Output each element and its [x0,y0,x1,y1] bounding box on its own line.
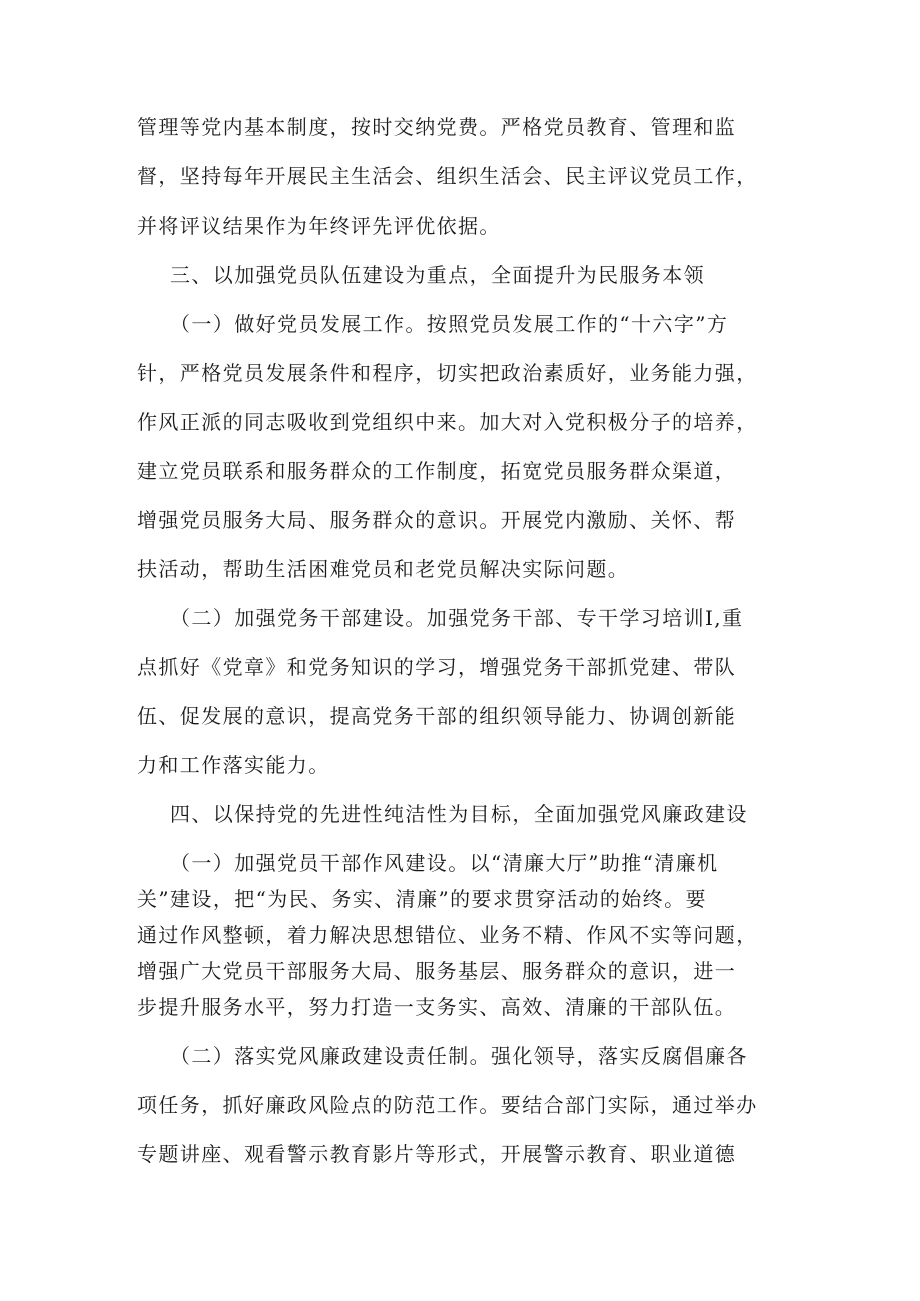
text-line: 关”建设，把“为民、务实、清廉”的要求贯穿活动的始终。要 [137,887,707,911]
text-line: 通过作风整顿，着力解决思想错位、业务不精、作风不实等问题， [137,923,758,947]
text-line: （一）加强党员干部作风建设。以“清廉大厅”助推“清廉机 [170,851,719,875]
text-line: （二）加强党务干部建设。加强党务干部、专干学习培训I,重 [170,606,744,630]
text-line: 步提升服务水平，努力打造一支务实、高效、清廉的干部队伍。 [137,995,737,1019]
text-line: 增强党员服务大局、服务群众的意识。开展党内激励、关怀、帮 [137,508,737,532]
section-heading-3: 三、以加强党员队伍建设为重点，全面提升为民服务本领 [170,263,705,287]
text-line: （一）做好党员发展工作。按照党员发展工作的“十六字”方 [170,312,729,336]
text-line: 项任务，抓好廉政风险点的防范工作。要结合部门实际，通过举办 [137,1093,758,1117]
text-line: 专题讲座、观看警示教育影片等形式，开展警示教育、职业道德 [137,1142,737,1166]
text-line: 伍、促发展的意识，提高党务干部的组织领导能力、协调创新能 [137,704,737,728]
section-heading-4: 四、以保持党的先进性纯洁性为目标，全面加强党风廉政建设 [170,802,748,826]
text-line: 督，坚持每年开展民主生活会、组织生活会、民主评议党员工作， [137,164,758,188]
text-line: 点抓好《党章》和党务知识的学习，增强党务干部抓党建、带队 [137,655,737,679]
text-line: 管理等党内基本制度，按时交纳党费。严格党员教育、管理和监 [137,115,737,139]
text-line: 作风正派的同志吸收到党组织中来。加大对入党积极分子的培养， [137,410,758,434]
text-line: （二）落实党风廉政建设责任制。强化领导，落实反腐倡廉各 [170,1044,748,1068]
text-line: 增强广大党员干部服务大局、服务基层、服务群众的意识，进一 [137,959,737,983]
text-line: 扶活动，帮助生活困难党员和老党员解决实际问题。 [137,557,630,581]
text-line: 针，严格党员发展条件和程序，切实把政治素质好，业务能力强， [137,361,758,385]
text-line: 力和工作落实能力。 [137,753,330,777]
text-line: 建立党员联系和服务群众的工作制度，拓宽党员服务群众渠道， [137,459,737,483]
text-line: 并将评议结果作为年终评先评优依据。 [137,214,501,238]
